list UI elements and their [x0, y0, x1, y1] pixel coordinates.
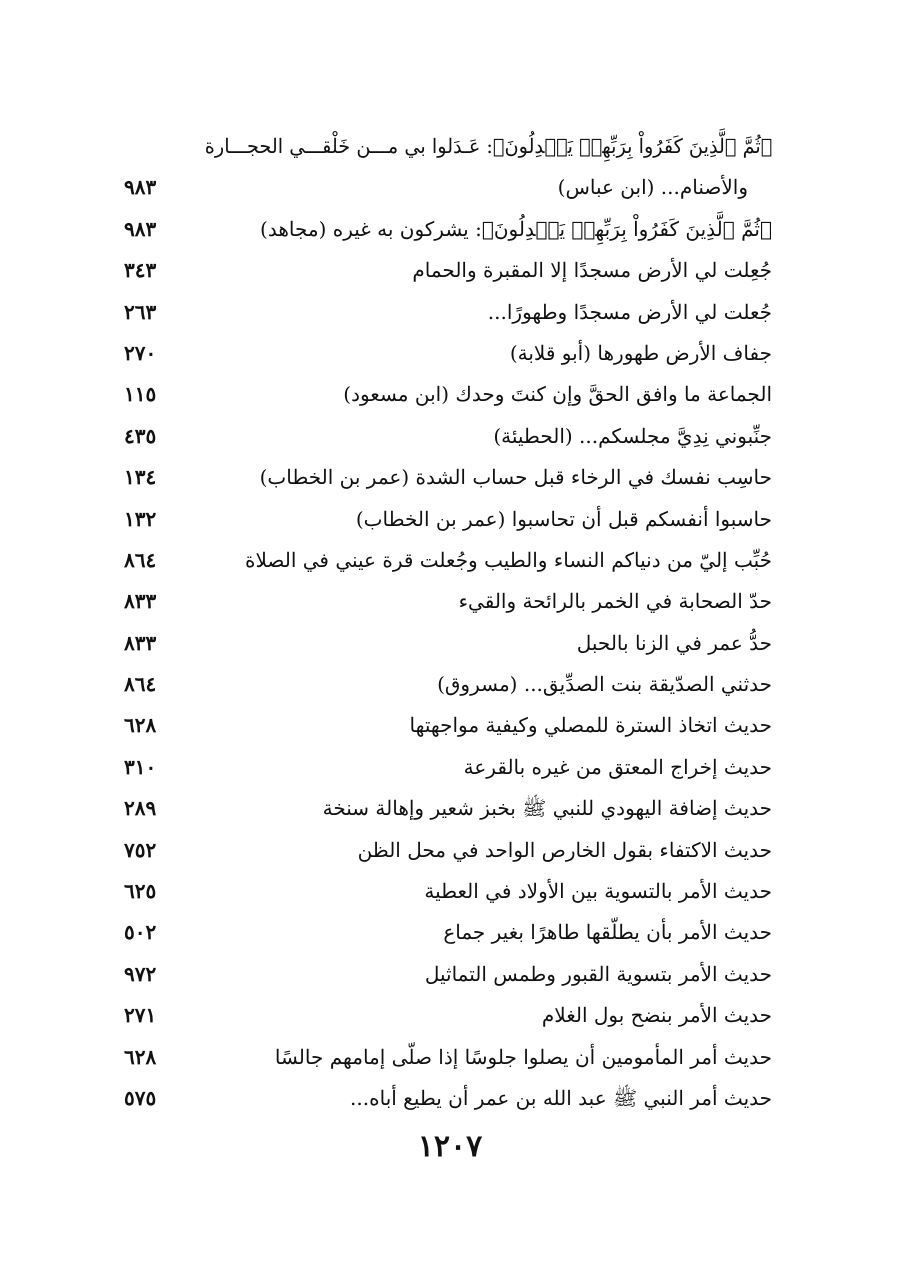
entry-text: حديث أمر النبي ﷺ عبد الله بن عمر أن يطيع أباه... — [350, 1085, 772, 1110]
entry-page-number: ٣١٠ — [124, 754, 157, 779]
entry-text: حديث الأمر بنضح بول الغلام — [541, 1003, 772, 1028]
index-entry — [0, 126, 900, 167]
entry-text: ﴿ثُمَّ ٱلَّذِينَ كَفَرُواْ بِرَبِّهِمۡ يَعۡدِلُونَ﴾: يشركون به غيره (مجاهد) — [260, 216, 772, 241]
entry-text: حديث الاكتفاء بقول الخارص الواحد في محل الظن — [357, 837, 772, 862]
entry-page-number: ٦٢٥ — [124, 879, 157, 904]
entry-text: جفاف الأرض طهورها (أبو قلابة) — [509, 340, 772, 365]
entry-text: حديث الأمر بالتسوية بين الأولاد في العطية — [424, 879, 772, 904]
entry-text: حاسبوا أنفسكم قبل أن تحاسبوا (عمر بن الخطاب) — [355, 506, 772, 531]
index-entry — [0, 705, 900, 746]
entry-text: حُبِّب إليّ من دنياكم النساء والطيب وجُعلت قرة عيني في الصلاة — [244, 547, 772, 572]
entry-page-number: ٨٦٤ — [124, 547, 157, 572]
entry-page-number: ٢٨٩ — [124, 796, 157, 821]
entry-text: حدُّ عمر في الزنا بالحبل — [576, 630, 772, 655]
entry-page-number: ٨٦٤ — [124, 672, 157, 697]
entry-page-number: ٥٠٢ — [124, 920, 157, 945]
entry-page-number: ٢٧٠ — [124, 340, 157, 365]
entry-page-number: ٨٣٣ — [124, 630, 157, 655]
index-entry — [0, 1037, 900, 1078]
entry-page-number: ٨٣٣ — [124, 589, 157, 614]
index-entry — [0, 1078, 900, 1119]
entry-page-number: ٢٦٣ — [124, 299, 157, 324]
entry-text: حديث الأمر بتسوية القبور وطمس التماثيل — [424, 961, 772, 986]
index-entry — [0, 457, 900, 498]
entry-page-number: ١٣٢ — [124, 506, 157, 531]
entry-text: جنِّبوني نِدِيَّ مجلسكم... (الحطيئة) — [493, 423, 772, 448]
entry-page-number: ٩٧٢ — [124, 961, 157, 986]
index-entry — [0, 292, 900, 333]
entry-page-number: ٦٢٨ — [124, 713, 157, 738]
entry-page-number: ٩٨٣ — [124, 216, 157, 241]
index-entry — [0, 416, 900, 457]
index-entry — [0, 912, 900, 953]
entry-text: والأصنام... (ابن عباس) — [557, 175, 748, 200]
index-entry — [0, 871, 900, 912]
index-entry — [0, 581, 900, 622]
page-number-footer: ١٢٠٧ — [417, 1129, 483, 1164]
index-entry — [0, 167, 900, 208]
index-entry — [0, 250, 900, 291]
entry-page-number: ١٣٤ — [124, 465, 157, 490]
entry-page-number: ٤٣٥ — [124, 423, 157, 448]
index-entries — [0, 126, 900, 1119]
entry-text: حديث أمر المأمومين أن يصلوا جلوسًا إذا صلّى إمامهم جالسًا — [274, 1044, 772, 1069]
entry-text: حديث إضافة اليهودي للنبي ﷺ بخبز شعير وإهالة سنخة — [322, 796, 772, 821]
entry-text: حديث الأمر بأن يطلّقها طاهرًا بغير جماع — [443, 920, 772, 945]
entry-page-number: ٢٧١ — [124, 1003, 157, 1028]
index-entry — [0, 209, 900, 250]
index-entry — [0, 830, 900, 871]
entry-page-number: ٣٤٣ — [124, 258, 157, 283]
entry-page-number: ٦٢٨ — [124, 1044, 157, 1069]
entry-text: الجماعة ما وافق الحقَّ وإن كنتَ وحدك (ابن مسعود) — [343, 382, 772, 407]
index-entry — [0, 788, 900, 829]
index-entry — [0, 499, 900, 540]
index-entry — [0, 333, 900, 374]
entry-page-number: ٧٥٢ — [124, 837, 157, 862]
index-entry — [0, 747, 900, 788]
index-entry — [0, 954, 900, 995]
entry-text: حدثني الصدّيقة بنت الصدِّيق... (مسروق) — [437, 672, 772, 697]
entry-text: حديث اتخاذ السترة للمصلي وكيفية مواجهتها — [409, 713, 772, 738]
index-entry — [0, 374, 900, 415]
entry-text: حدّ الصحابة في الخمر بالرائحة والقيء — [458, 589, 772, 614]
index-entry — [0, 540, 900, 581]
index-entry — [0, 995, 900, 1036]
entry-text: ﴿ثُمَّ ٱلَّذِينَ كَفَرُواْ بِرَبِّهِمۡ يَعۡدِلُونَ﴾: عَـدَلوا بي مـــن خَلْقـــي الحجـــارة — [204, 134, 772, 158]
entry-text: جُعِلت لي الأرض مسجدًا إلا المقبرة والحمام — [412, 258, 772, 283]
entry-page-number: ٥٧٥ — [124, 1085, 157, 1110]
entry-text: حديث إخراج المعتق من غيره بالقرعة — [463, 754, 772, 779]
index-entry — [0, 623, 900, 664]
entry-text: حاسِب نفسك في الرخاء قبل حساب الشدة (عمر بن الخطاب) — [259, 465, 772, 490]
entry-text: جُعلت لي الأرض مسجدًا وطهورًا... — [487, 299, 772, 324]
entry-page-number: ٩٨٣ — [124, 175, 157, 200]
entry-page-number: ١١٥ — [124, 382, 157, 407]
index-entry — [0, 664, 900, 705]
